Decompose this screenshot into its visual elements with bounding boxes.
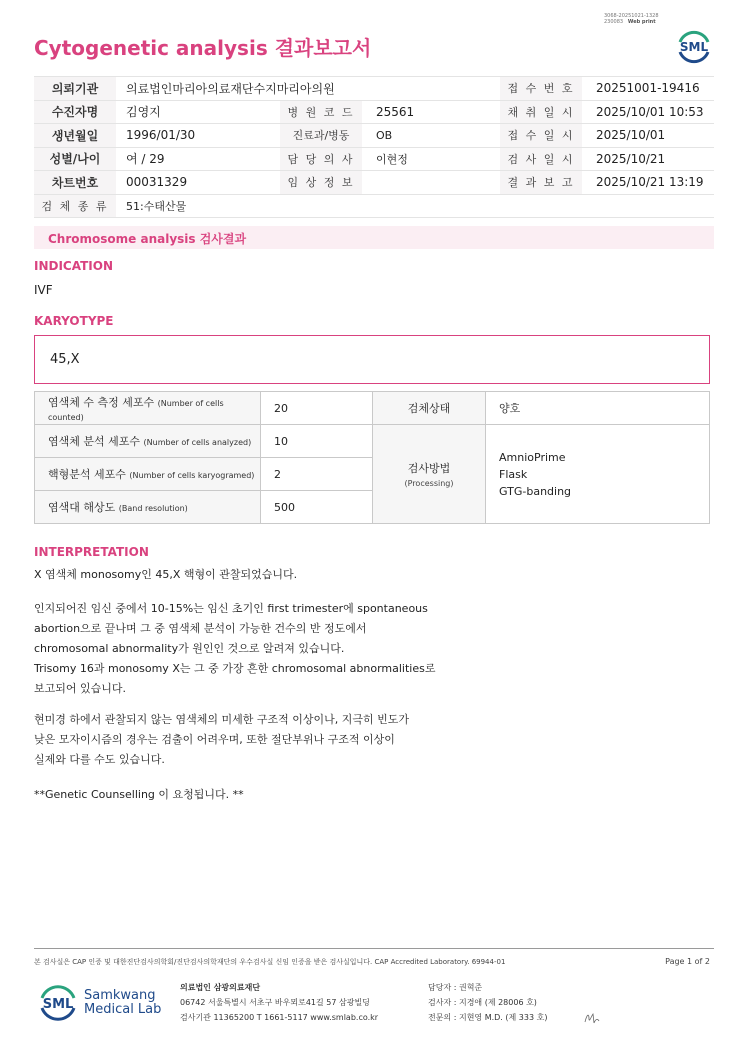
clinical-info xyxy=(362,171,500,195)
dept-label: 진료과/병동 xyxy=(280,124,362,148)
collected-date: 2025/10/01 10:53 xyxy=(582,100,714,124)
dob-label: 생년월일 xyxy=(34,124,116,148)
indication-value: IVF xyxy=(34,283,53,297)
info-row xyxy=(34,171,714,195)
analyzed-value: 10 xyxy=(261,425,373,458)
footer-divider xyxy=(34,948,714,949)
sml-footer-logo-icon xyxy=(36,980,80,1024)
specimen-state-label: 검체상태 xyxy=(373,392,486,425)
karyotype-value: 45,X xyxy=(50,352,80,367)
patient-info-table xyxy=(34,76,714,218)
sex-age: 여 / 29 xyxy=(116,147,280,171)
specimen-state-value: 양호 xyxy=(486,392,710,425)
svg-text:SML: SML xyxy=(679,40,709,54)
interpretation-p1: X 염색체 monosomy인 45,X 핵형이 관찰되었습니다. xyxy=(34,568,298,581)
page-number: Page 1 of 2 xyxy=(665,957,710,966)
collected-label: 채 취 일 시 xyxy=(500,100,582,124)
tested-date: 2025/10/21 xyxy=(582,147,714,171)
counted-label: 염색체 수 측정 세포수 (Number of cells counted) xyxy=(35,392,261,425)
cell-count-table xyxy=(34,391,710,524)
receipt-no-label: 접 수 번 호 xyxy=(500,77,582,101)
sml-logo-icon xyxy=(674,26,714,66)
interpretation-p2: 인지되어진 임신 중에서 10-15%는 임신 초기인 first trimester에 spontaneous abortion으로 끝나며 그 중 염색체 분석이 가능한 건수의 반 정도에서 chromosomal abnormality가 원인인 것으로 알려져 있습니다. Trisomy 16과 monosomy X는 그 중 가장 흔한 chromosomal abnormalities로 보고되어 있습니다. xyxy=(34,602,436,695)
section-title-bar xyxy=(34,226,714,249)
hospital-code-label: 병 원 코 드 xyxy=(280,100,362,124)
karyogramed-value: 2 xyxy=(261,458,373,491)
clinical-label: 임 상 정 보 xyxy=(280,171,362,195)
dob: 1996/01/30 xyxy=(116,124,280,148)
report-title: Cytogenetic analysis 결과보고서 xyxy=(34,36,372,60)
footer-organization: 의료법인 삼광의료재단 06742 서울특별시 서초구 바우뫼로41길 57 삼광빌딩 검사기관 11365200 T 1661-5117 www.smlab.co.kr xyxy=(180,983,379,1022)
karyotype-heading: KARYOTYPE xyxy=(34,314,114,328)
specimen: 51:수태산물 xyxy=(116,194,714,218)
method-label: 검사방법 (Processing) xyxy=(373,425,486,524)
counted-value: 20 xyxy=(261,392,373,425)
chart-no: 00031329 xyxy=(116,171,280,195)
method-item: AmnioPrime xyxy=(499,450,566,464)
interpretation-p3: 현미경 하에서 관찰되지 않는 염색체의 미세한 구조적 이상이나, 지극히 빈도가 낮은 모자이시즘의 경우는 검출이 어려우며, 또한 절단부위나 구조적 이상이 실제와 다를 수도 있습니다. xyxy=(34,713,409,766)
sex-age-label: 성별/나이 xyxy=(34,147,116,171)
table-row xyxy=(35,392,710,425)
band-value: 500 xyxy=(261,491,373,524)
accreditation-note: 본 검사실은 CAP 인증 및 대한진단검사의학회/진단검사의학재단의 우수검사실 신임 인증을 받은 검사실입니다. CAP Accredited Laboratory. 69944-01 xyxy=(34,958,506,966)
info-row xyxy=(34,194,714,218)
received-date: 2025/10/01 xyxy=(582,124,714,148)
received-label: 접 수 일 시 xyxy=(500,124,582,148)
receipt-no: 20251001-19416 xyxy=(582,77,714,101)
requesting-org: 의료법인마리아의료재단수지마리아의원 xyxy=(116,77,500,101)
info-row xyxy=(34,100,714,124)
analyzed-label: 염색체 분석 세포수 (Number of cells analyzed) xyxy=(35,425,261,458)
karyogramed-label: 핵형분석 세포수 (Number of cells karyogramed) xyxy=(35,458,261,491)
requesting-org-label: 의뢰기관 xyxy=(34,77,116,101)
method-values xyxy=(486,425,710,524)
band-label: 염색대 해상도 (Band resolution) xyxy=(35,491,261,524)
footer-brand: Samkwang Medical Lab xyxy=(84,988,162,1017)
section-title: Chromosome analysis 검사결과 xyxy=(48,232,247,246)
reported-date: 2025/10/21 13:19 xyxy=(582,171,714,195)
interpretation-p4: **Genetic Counselling 이 요청됩니다. ** xyxy=(34,788,244,801)
method-item: GTG-banding xyxy=(499,484,572,498)
patient-name: 김영지 xyxy=(116,100,280,124)
interpretation-heading: INTERPRETATION xyxy=(34,545,149,559)
patient-label: 수진자명 xyxy=(34,100,116,124)
hospital-code: 25561 xyxy=(362,100,500,124)
indication-heading: INDICATION xyxy=(34,259,113,273)
method-item: Flask xyxy=(499,467,528,481)
svg-text:SML: SML xyxy=(42,997,74,1012)
reported-label: 결 과 보 고 xyxy=(500,171,582,195)
doctor: 이현정 xyxy=(362,147,500,171)
document-code: 3068-20251021-1328 230083 Web print xyxy=(604,13,659,25)
footer-staff: 담당자 : 권혁준 검사자 : 지경애 (제 28006 호) 전문의 : 지현영 M.D. (제 333 호) xyxy=(428,983,548,1022)
karyotype-box xyxy=(34,335,710,384)
doctor-label: 담 당 의 사 xyxy=(280,147,362,171)
table-row xyxy=(35,425,710,458)
signature-icon xyxy=(583,1011,601,1025)
tested-label: 검 사 일 시 xyxy=(500,147,582,171)
dept: OB xyxy=(362,124,500,148)
chart-no-label: 차트번호 xyxy=(34,171,116,195)
info-row xyxy=(34,124,714,148)
info-row xyxy=(34,77,714,101)
specimen-label: 검 체 종 류 xyxy=(34,194,116,218)
info-row xyxy=(34,147,714,171)
